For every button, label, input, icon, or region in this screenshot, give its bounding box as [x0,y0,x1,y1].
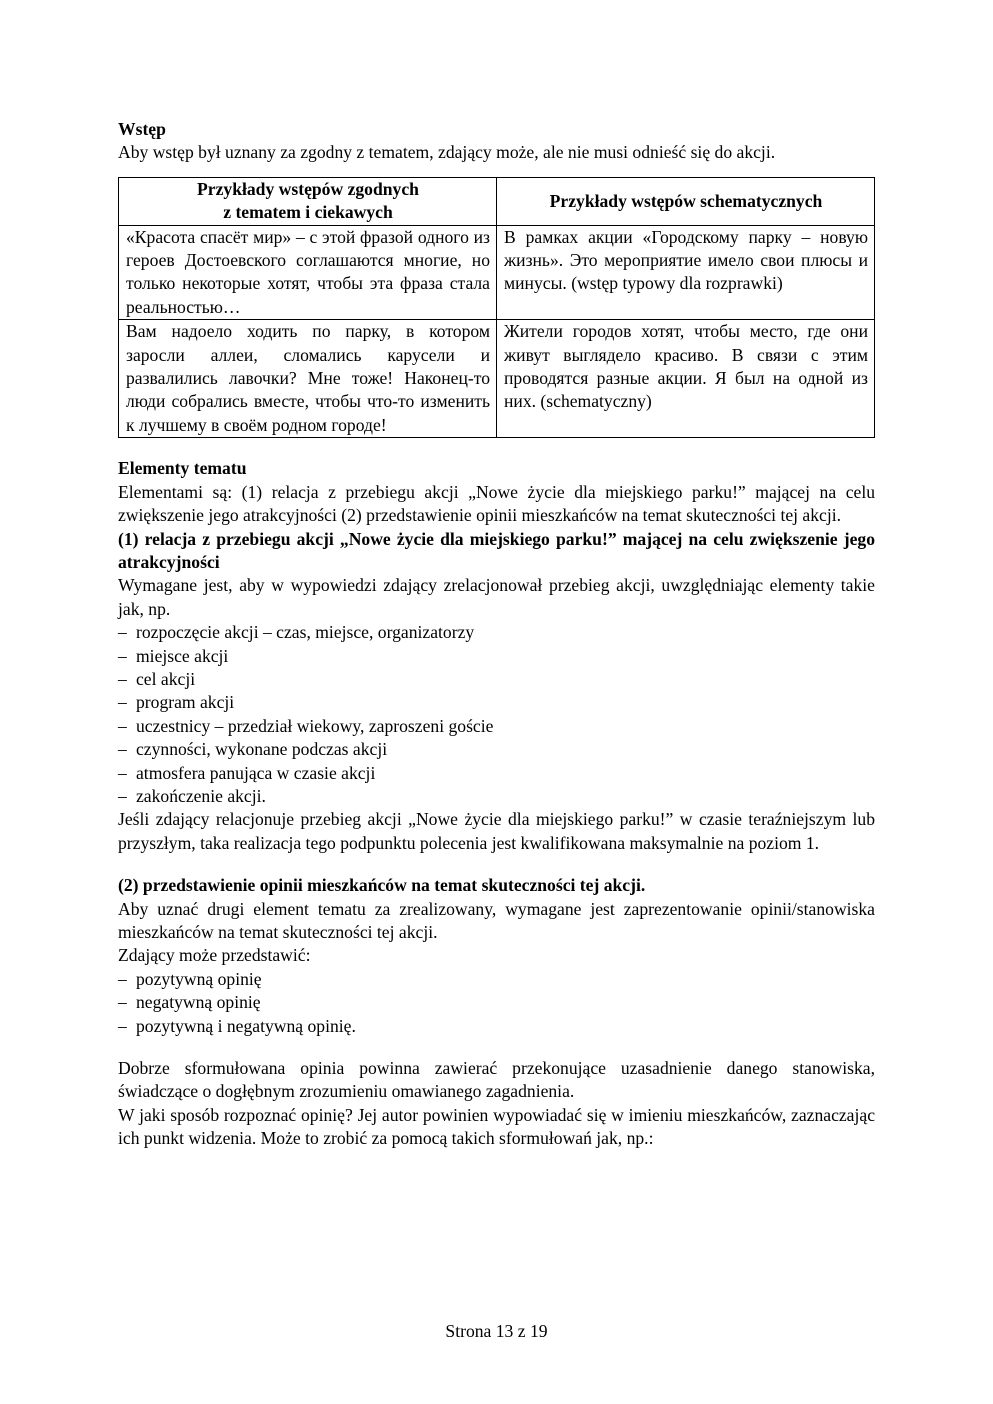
list-item: – uczestnicy – przedział wiekowy, zaproszeni goście [118,715,875,738]
list-item: – atmosfera panująca w czasie akcji [118,762,875,785]
element2-heading: (2) przedstawienie opinii mieszkańców na temat skuteczności tej akcji. [118,875,646,896]
element1-text: Wymagane jest, aby w wypowiedzi zdający zrelacjonował przebieg akcji, uwzględniając elementy takie jak, np. [118,575,875,619]
list-item: – pozytywną i negatywną opinię. [118,1015,875,1038]
header-good-line1: Przykłady wstępów zgodnych [197,178,419,199]
intro-heading: Wstęp [118,119,166,139]
element2-list [118,968,875,1038]
page-number-footer: Strona 13 z 19 [445,1321,548,1341]
element2-text: Aby uznać drugi element tematu za zrealizowany, wymagane jest zaprezentowanie opinii/stanowiska mieszkańców na temat skuteczności tej akcji. [118,898,875,942]
elements-heading: Elementy tematu [118,458,247,479]
list-item: – czynności, wykonane podczas akcji [118,738,875,761]
header-good-line2: z tematem i ciekawych [223,202,393,223]
intro-note: Aby wstęp był uznany za zgodny z tematem, zdający może, ale nie musi odnieść się do akcji. [118,142,776,163]
list-item: – zakończenie akcji. [118,785,875,808]
element1-list [118,621,875,808]
elements-text: Elementami są: (1) relacja z przebiegu akcji „Nowe życie dla miejskiego parku!” mającej na celu zwiększenie jego atrakcyjności (2) przedstawienie opinii mieszkańców na temat skuteczności tej akcji. [118,481,875,526]
intro-examples-table [118,177,875,438]
table-row [119,320,875,438]
list-item: – program akcji [118,691,875,714]
element2-lead: Zdający może przedstawić: [118,945,311,966]
schematic-example-cell: В рамках акции «Городскому парку – новую жизнь». Это мероприятие имело свои плюсы и минусы. (wstęp typowy dla rozprawki) [497,225,875,320]
element1-note: Jeśli zdający relacjonuje przebieg akcji „Nowe życie dla miejskiego parku!” w czasie teraźniejszym lub przyszłym, taka realizacja tego podpunktu polecenia jest kwalifikowana maksymalnie na poziom 1. [118,809,875,853]
list-item: – pozytywną opinię [118,968,875,991]
element1-heading: (1) relacja z przebiegu akcji „Nowe życie dla miejskiego parku!” mającej na celu zwiększenie jego atrakcyjności [118,528,875,572]
header-schematic-examples: Przykłady wstępów schematycznych [497,177,875,225]
header-good-examples [119,177,497,225]
list-item: – rozpoczęcie akcji – czas, miejsce, organizatorzy [118,621,875,644]
good-example-cell: «Красота спасёт мир» – с этой фразой одного из героев Достоевского соглашаются многие, но только некоторые хотят, чтобы эта фраза стала реальностью… [119,225,497,320]
list-item: – miejsce akcji [118,645,875,668]
opinion-paragraph-2: W jaki sposób rozpoznać opinię? Jej autor powinien wypowiadać się w imieniu mieszkańców, zaznaczając ich punkt widzenia. Może to zrobić za pomocą takich sformułowań jak, np.: [118,1104,875,1149]
list-item: – cel akcji [118,668,875,691]
good-example-cell: Вам надоело ходить по парку, в котором заросли аллеи, сломались карусели и развалились лавочки? Мне тоже! Наконец-то люди собрались вместе, чтобы что-то изменить к лучшему в своём родном городе! [119,320,497,438]
schematic-example-cell: Жители городов хотят, чтобы место, где они живут выглядело красиво. В связи с этим проводятся разные акции. Я был на одной из них. (schematyczny) [497,320,875,438]
table-header-row [119,177,875,225]
page-content [118,118,875,1151]
opinion-paragraph-1: Dobrze sformułowana opinia powinna zawierać przekonujące uzasadnienie danego stanowiska, świadczące o dogłębnym zrozumieniu omawianego zagadnienia. [118,1058,875,1102]
table-row [119,225,875,320]
list-item: – negatywną opinię [118,991,875,1014]
